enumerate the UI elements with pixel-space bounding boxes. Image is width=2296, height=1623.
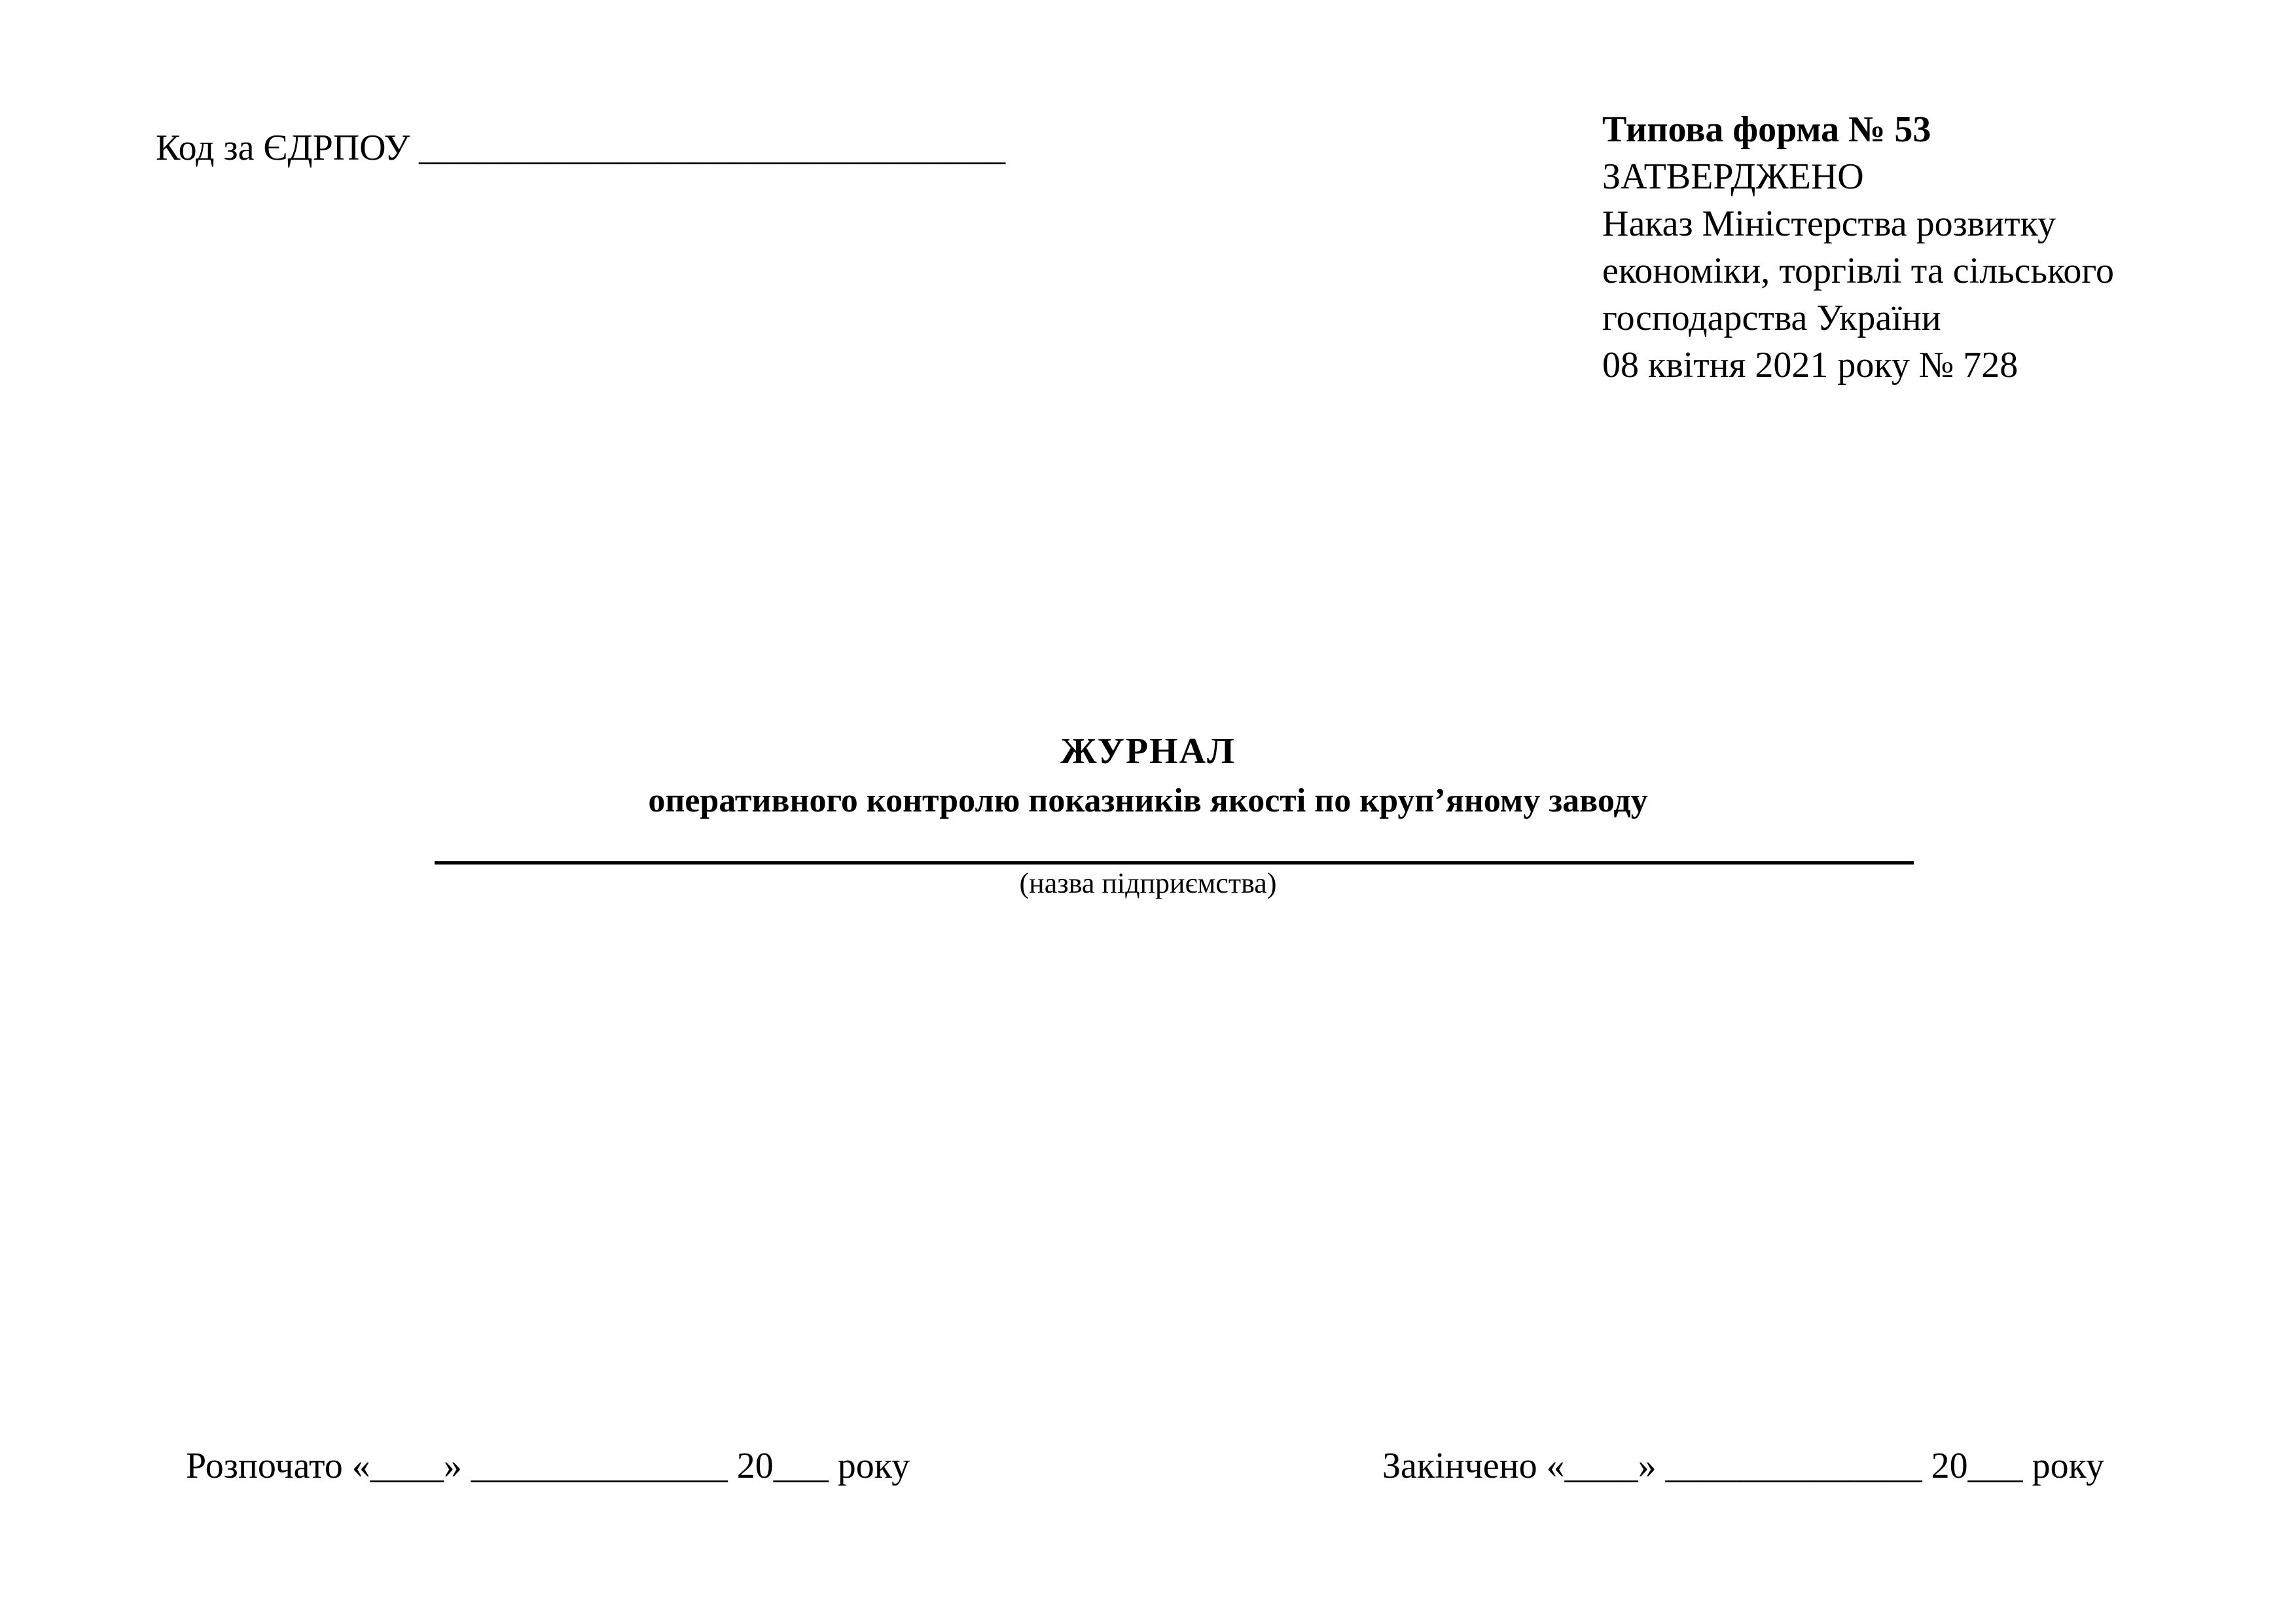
order-line-1: Наказ Міністерства розвитку [1602,204,2056,244]
journal-title: ЖУРНАЛ [1060,731,1236,772]
approved-label: ЗАТВЕРДЖЕНО [1602,156,1864,197]
started-date-field: Розпочато «____» ______________ 20___ року [186,1446,910,1486]
order-line-2: економіки, торгівлі та сільського [1602,251,2115,291]
journal-subtitle: оперативного контролю показників якості по круп’яному заводу [648,782,1648,819]
approval-block [1602,106,2114,389]
edrpou-code-field: Код за ЄДРПОУ ________________________________ [156,128,1006,168]
journal-title-block [0,725,2296,825]
order-date: 08 квітня 2021 року № 728 [1602,345,2018,385]
order-line-3: господарства України [1602,298,1941,338]
form-number: Типова форма № 53 [1602,109,1931,150]
finished-date-field: Закінчено «____» ______________ 20___ року [1382,1446,2105,1486]
enterprise-name-caption: (назва підприємства) [1019,867,1277,899]
